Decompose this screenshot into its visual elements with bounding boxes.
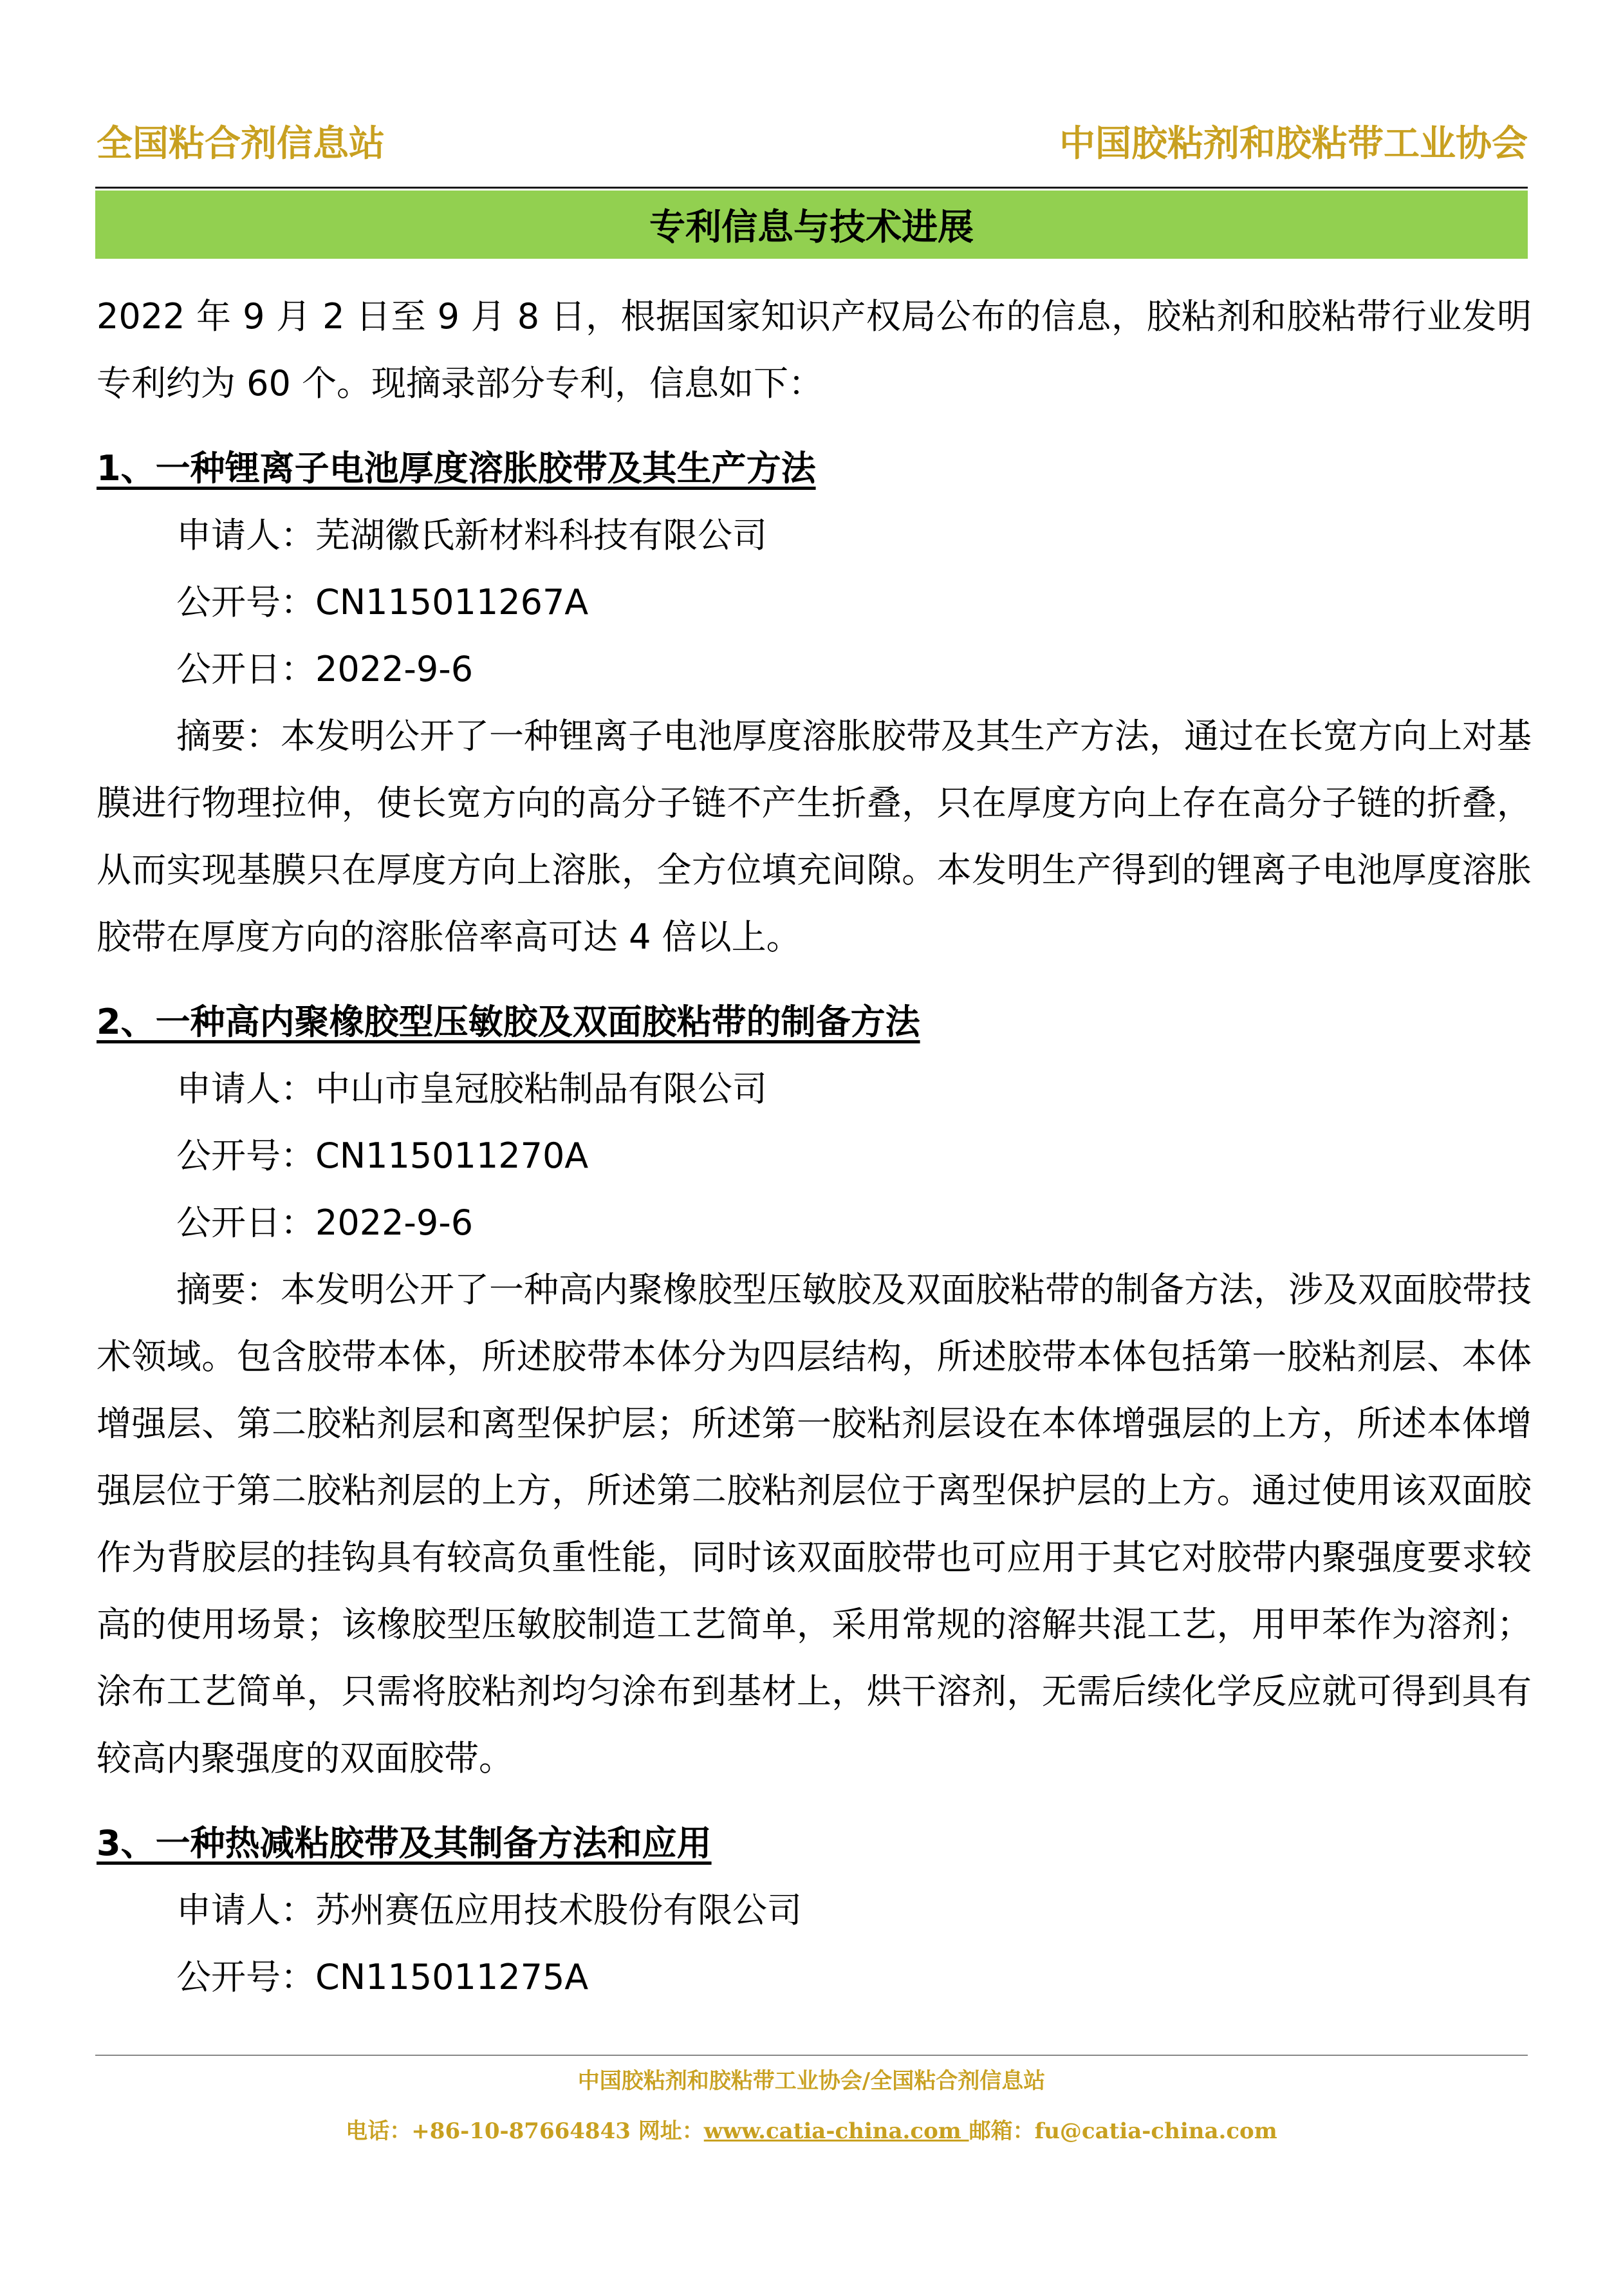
banner-title: 专利信息与技术进展 — [649, 207, 974, 248]
patent-publication-date: 公开日：2022-9-6 — [176, 649, 474, 689]
footer-organization: 中国胶粘剂和胶粘带工业协会/全国粘合剂信息站 — [577, 2068, 1046, 2094]
header-site-name: 全国粘合剂信息站 — [97, 122, 385, 165]
section-banner — [95, 191, 1528, 259]
patent-applicant: 申请人：芜湖徽氏新材料科技有限公司 — [176, 515, 767, 555]
patent-title: 1、一种锂离子电池厚度溶胀胶带及其生产方法 — [97, 448, 816, 489]
footer-phone: 电话：+86-10-87664843 网址： — [346, 2118, 704, 2144]
patent-publication-number: 公开号：CN115011270A — [176, 1135, 589, 1176]
footer-divider — [95, 2055, 1528, 2056]
patent-applicant: 申请人：苏州赛伍应用技术股份有限公司 — [176, 1890, 802, 1930]
intro-paragraph: 2022 年 9 月 2 日至 9 月 8 日，根据国家知识产权局公布的信息，胶粘剂和胶粘带行业发明专利约为 60 个。现摘录部分专利，信息如下： — [97, 296, 1532, 404]
patent-abstract: 摘要：本发明公开了一种高内聚橡胶型压敏胶及双面胶粘带的制备方法，涉及双面胶带技术领域。包含胶带本体，所述胶带本体分为四层结构，所述胶带本体包括第一胶粘剂层、本体增强层、第二胶粘剂层和离型保护层；所述第一胶粘剂层设在本体增强层的上方，所述本体增强层位于第二胶粘剂层的上方，所述第二胶粘剂层位于离型保护层的上方。通过使用该双面胶作为背胶层的挂钩具有较高负重性能，同时该双面胶带也可应用于其它对胶带内聚强度要求较高的使用场景；该橡胶型压敏胶制造工艺简单，采用常规的溶解共混工艺，用甲苯作为溶剂；涂布工艺简单，只需将胶粘剂均匀涂布到基材上，烘干溶剂，无需后续化学反应就可得到具有较高内聚强度的双面胶带。 — [97, 1269, 1532, 1778]
patent-publication-date: 公开日：2022-9-6 — [176, 1202, 474, 1243]
patent-title: 2、一种高内聚橡胶型压敏胶及双面胶粘带的制备方法 — [97, 1002, 920, 1042]
footer-website-link[interactable]: www.catia-china.com — [703, 2118, 969, 2144]
footer-contact — [0, 2109, 1623, 2154]
patent-applicant: 申请人：中山市皇冠胶粘制品有限公司 — [176, 1069, 767, 1109]
patent-publication-number: 公开号：CN115011267A — [176, 582, 589, 622]
patent-entry — [97, 1810, 1532, 2011]
footer-email: 邮箱：fu@catia-china.com — [969, 2118, 1277, 2144]
patent-publication-number: 公开号：CN115011275A — [176, 1957, 589, 1997]
main-content — [97, 283, 1532, 2011]
patent-title: 3、一种热减粘胶带及其制备方法和应用 — [97, 1823, 712, 1863]
patent-entry — [97, 435, 1532, 971]
patent-abstract: 摘要：本发明公开了一种锂离子电池厚度溶胀胶带及其生产方法，通过在长宽方向上对基膜进行物理拉伸，使长宽方向的高分子链不产生折叠，只在厚度方向上存在高分子链的折叠，从而实现基膜只在厚度方向上溶胀，全方位填充间隙。本发明生产得到的锂离子电池厚度溶胀胶带在厚度方向的溶胀倍率高可达 4 倍以上。 — [97, 716, 1532, 957]
header-association-name: 中国胶粘剂和胶粘带工业协会 — [1059, 122, 1528, 165]
header-divider — [95, 187, 1528, 189]
patent-entry — [97, 989, 1532, 1792]
